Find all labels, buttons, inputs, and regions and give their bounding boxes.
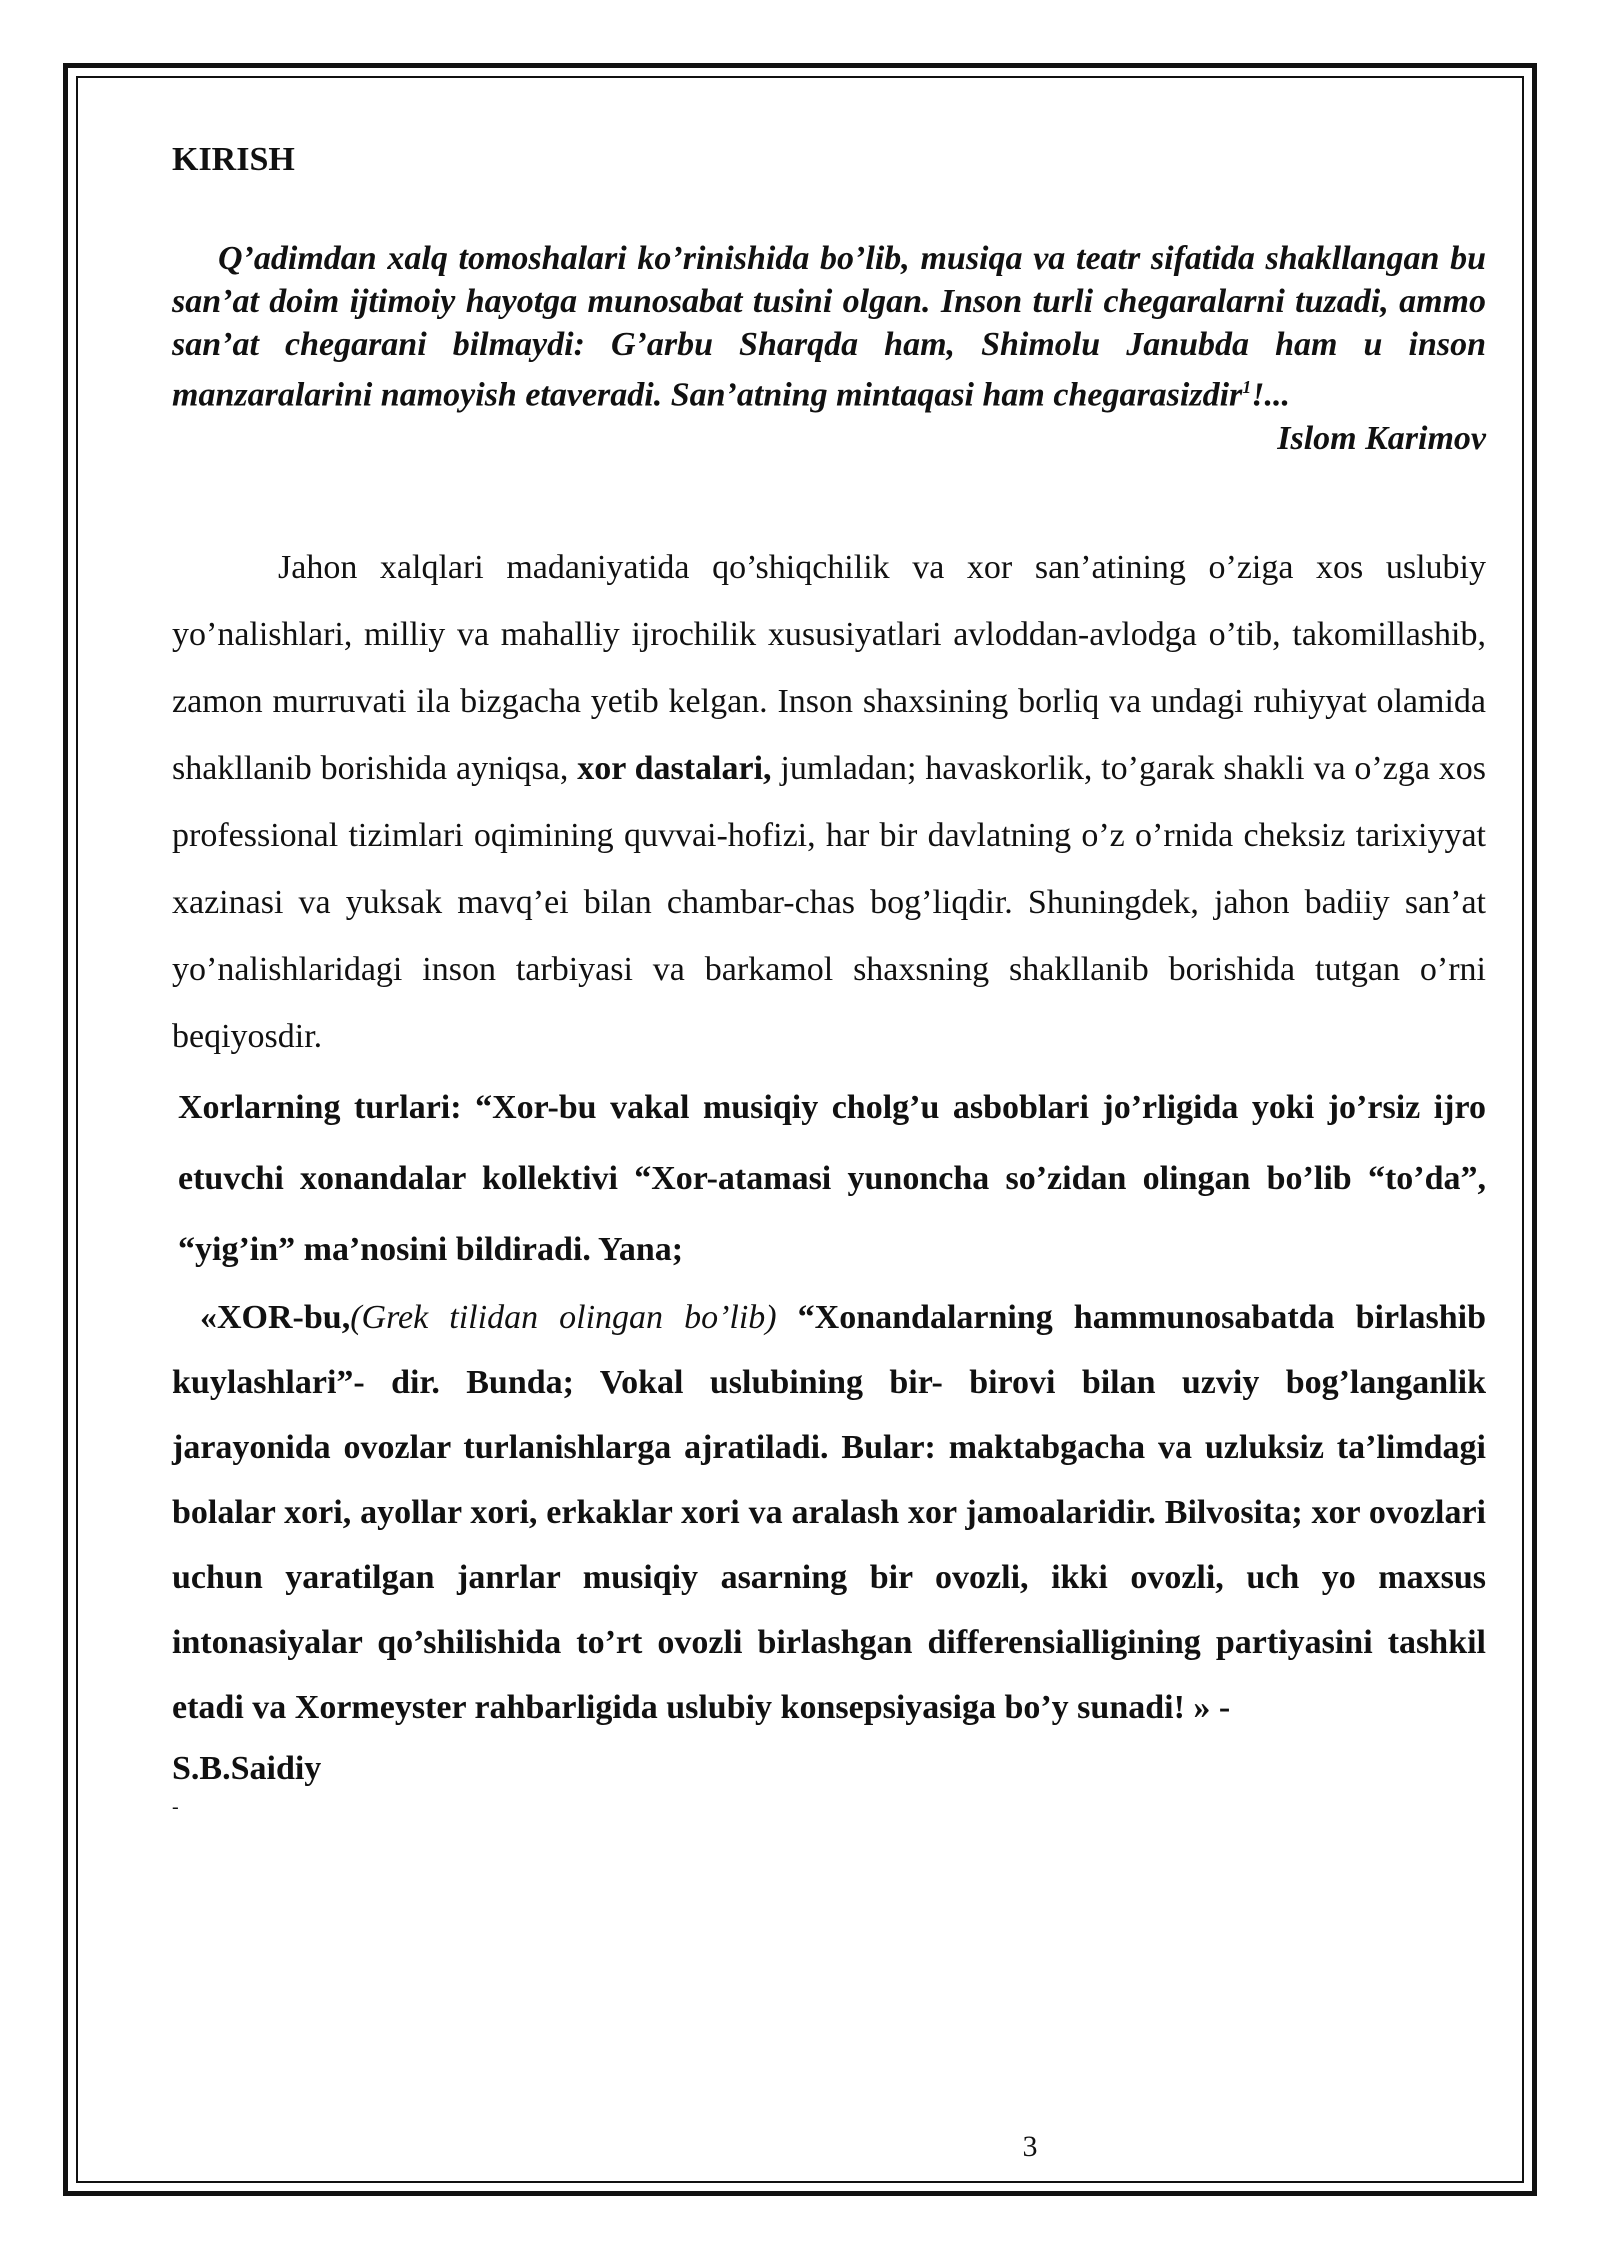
- section-heading: KIRISH: [172, 141, 295, 178]
- definition-italic: (Grek tilidan olingan bo’lib): [350, 1299, 777, 1337]
- signature: S.B.Saidiy: [172, 1750, 322, 1788]
- epigraph-ending: !...: [1251, 376, 1291, 414]
- definition-start: «XOR-bu,: [200, 1299, 351, 1337]
- paragraph-intro-bold: xor dastalari,: [577, 750, 772, 788]
- page-number: 3: [1022, 2130, 1038, 2163]
- paragraph-intro-part1: Jahon xalqlari madaniyatida qo’shiqchilik va xor san’atining o’ziga xos uslubiy yo’nalishlari, milliy va mahalliy ijrochilik xususiyatlari avloddan-avlodga o’tib, takomillashib, zamon murruvati ila bizgacha yetib kelgan. Inson shaxsining borliq va undagi ruhiyyat olamida shakllanib borishida ayniqsa,: [172, 549, 1486, 788]
- definition-rest: “Xonandalarning hammunosabatda birlashib kuylashlari”- dir. Bunda; Vokal uslubining bir- birovi bilan uzviy bog’langanlik jarayonida ovozlar turlanishlarga ajratiladi. Bular: maktabgacha va uzluksiz ta’limdagi bolalar xori, ayollar xori, erkaklar xori va aralash xor jamoalaridir. Bilvosita; xor ovozlari uchun yaratilgan janrlar musiqiy asarning bir ovozli, ikki ovozli, uch yo maxsus intonasiyalar qo’shilishida to’rt ovozli birlashgan differensialligining partiyasini tashkil etadi va Xormeyster rahbarligida uslubiy konsepsiyasiga bo’y sunadi! » -: [172, 1299, 1486, 1727]
- paragraph-intro-part2: jumladan; havaskorlik, to’garak shakli va o’zga xos professional tizimlari oqimining quvvai-hofizi, har bir davlatning o’z o’rnida cheksiz tarixiyyat xazinasi va yuksak mavq’ei bilan chambar-chas bog’liqdir. Shuningdek, jahon badiiy san’at yo’nalishlaridagi inson tarbiyasi va barkamol shaxsning shakllanib borishida tutgan o’rni beqiyosdir.: [172, 750, 1487, 1056]
- document-body: [172, 130, 1486, 1819]
- epigraph-author: Islom Karimov: [1277, 420, 1486, 458]
- footnote-marker: 1: [1242, 376, 1252, 397]
- epigraph-quote: [172, 237, 1486, 416]
- paragraph-choir-definition: [172, 1285, 1486, 1740]
- paragraph-intro: [172, 534, 1486, 1070]
- trailing-mark: -: [172, 1796, 179, 1819]
- paragraph-choir-types: Xorlarning turlari: “Xor-bu vakal musiqiy cholg’u asboblari jo’rligida yoki jo’rsiz ijro etuvchi xonandalar kollektivi “Xor-atamasi yunoncha so’zidan olingan bo’lib “to’da”, “yig’in” ma’nosini bildiradi. Yana;: [178, 1089, 1486, 1269]
- epigraph-text: Q’adimdan xalq tomoshalari ko’rinishida bo’lib, musiqa va teatr sifatida shakllangan bu san’at doim ijtimoiy hayotga munosabat tusini olgan. Inson turli chegaralarni tuzadi, ammo san’at chegarani bilmaydi: G’arbu Sharqda ham, Shimolu Janubda ham u inson manzaralarini namoyish etaveradi. San’atning mintaqasi ham chegarasizdir: [172, 239, 1486, 414]
